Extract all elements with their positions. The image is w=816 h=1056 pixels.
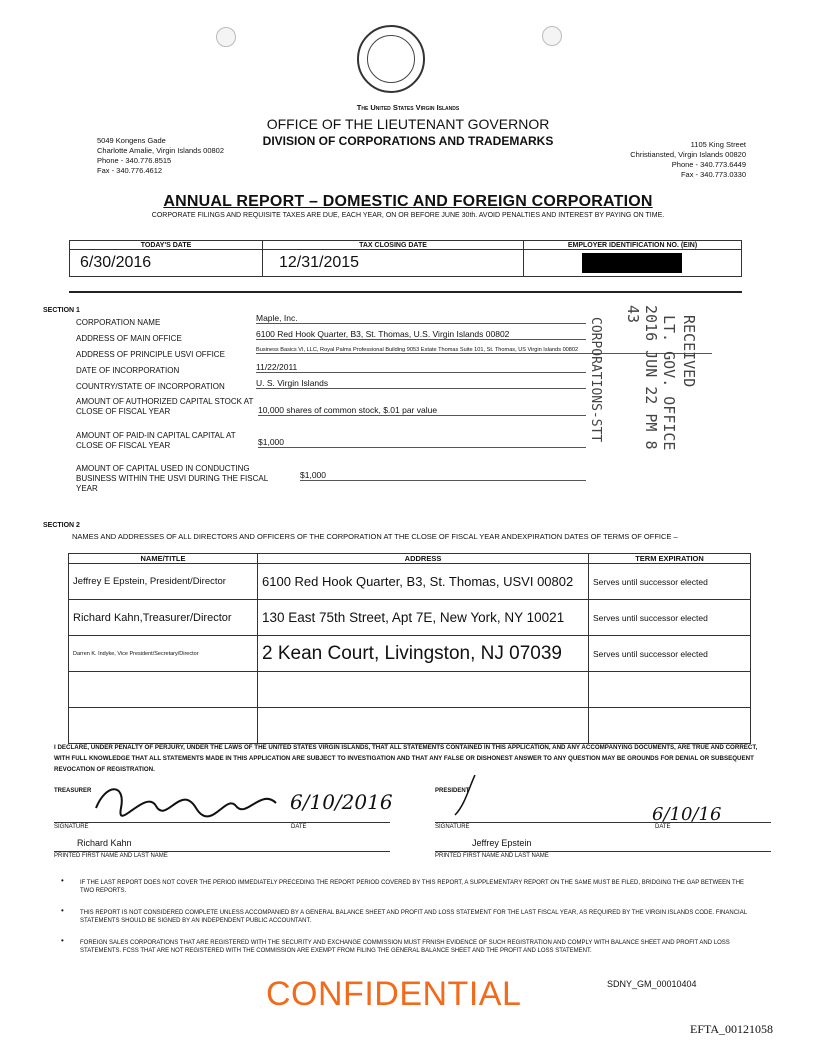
field-label-corp-name: CORPORATION NAME [76, 318, 161, 327]
tax-closing-header: TAX CLOSING DATE [263, 241, 524, 250]
ein-redaction [582, 253, 682, 273]
officer-term [589, 672, 751, 708]
right-address: 1105 King Street Christiansted, Virgin Islands 00820 Phone - 340.773.6449 Fax - 340.773.0330 [630, 140, 746, 179]
punch-hole-right [542, 26, 562, 46]
note-bullet: • [61, 906, 64, 915]
confidential-watermark: CONFIDENTIAL [266, 975, 522, 1013]
field-value-incorporation-date: 11/22/2011 [256, 362, 586, 373]
territory-seal-icon [357, 25, 425, 93]
treasurer-signature [86, 778, 286, 823]
officer-term [589, 708, 751, 744]
treasurer-signature-line [54, 822, 390, 823]
table-row [69, 708, 751, 744]
officers-table [68, 553, 751, 744]
table-row [69, 564, 751, 600]
president-signature-line [435, 822, 771, 823]
field-label-incorporation-date: DATE OF INCORPORATION [76, 366, 180, 375]
punch-hole-left [216, 27, 236, 47]
division-title: DIVISION OF CORPORATIONS AND TRADEMARKS [262, 134, 554, 148]
president-name-line [435, 851, 771, 852]
president-date: 6/10/16 [652, 804, 722, 825]
note-item: IF THE LAST REPORT DOES NOT COVER THE PERIOD IMMEDIATELY PRECEDING THE REPORT PERIOD COVERED BY THIS REPORT, A SUPPLEMENTARY REPORT ON THE SAME MUST BE FILED, BRIDGING THE GAP BETWEEN THE TWO REPORTS. [80, 880, 745, 894]
field-value-corp-name: Maple, Inc. [256, 313, 586, 324]
field-value-main-office: 6100 Red Hook Quarter, B3, St. Thomas, U.S. Virgin Islands 00802 [256, 329, 586, 340]
stamp-office: LT. GOV. OFFICE [660, 315, 678, 451]
officer-name [69, 708, 258, 744]
section-divider [69, 291, 742, 293]
officer-address: 2 Kean Court, Livingston, NJ 07039 [258, 636, 589, 672]
received-stamp [588, 305, 708, 475]
note-bullet: • [61, 876, 64, 885]
ein-value [524, 250, 742, 277]
table-row [69, 672, 751, 708]
bates-number: SDNY_GM_00010404 [607, 979, 697, 989]
note-item: THIS REPORT IS NOT CONSIDERED COMPLETE UNLESS ACCOMPANIED BY A GENERAL BALANCE SHEET AND PROFIT AND LOSS STATEMENT FOR THE LAST FISCAL YEAR, AS REQUIRED BY THE VIRGIN ISLANDS CODE. FINANCIAL STATEMENTS SHOULD BE SIGNED BY AN INDEPENDENT PUBLIC ACCOUNTANT. [80, 910, 747, 924]
officers-address-header: ADDRESS [258, 554, 589, 564]
efta-number: EFTA_00121058 [690, 1022, 774, 1036]
president-date-label: DATE [655, 824, 671, 830]
report-info-table [69, 240, 742, 277]
field-value-authorized-stock: 10,000 shares of common stock, $.01 par value [258, 405, 586, 416]
left-address: 5049 Kongens Gade Charlotte Amalie, Virgin Islands 00802 Phone - 340.776.8515 Fax - 340.776.4612 [97, 136, 225, 175]
form-title: ANNUAL REPORT – DOMESTIC AND FOREIGN CORPORATION [163, 193, 653, 210]
officer-name: Richard Kahn,Treasurer/Director [69, 600, 258, 636]
president-signature [440, 775, 550, 820]
form-subtitle: CORPORATE FILINGS AND REQUISITE TAXES ARE DUE, EACH YEAR, ON OR BEFORE JUNE 30th. AVOID PENALTIES AND INTEREST BY PAYING ON TIME. [151, 212, 665, 219]
officer-name: Darren K. Indyke, Vice President/Secretary/Director [69, 636, 258, 672]
treasurer-date: 6/10/2016 [290, 790, 393, 814]
officers-name-header: NAME/TITLE [69, 554, 258, 564]
note-bullet: • [61, 936, 64, 945]
territory-name: The United States Virgin Islands [356, 103, 460, 112]
officer-address [258, 708, 589, 744]
treasurer-signature-label: SIGNATURE [54, 824, 89, 830]
field-value-capital-used: $1,000 [300, 470, 586, 481]
officer-term: Serves until successor elected [589, 564, 751, 600]
officer-address [258, 672, 589, 708]
section2-label: SECTION 2 [43, 522, 80, 529]
president-printed-label: PRINTED FIRST NAME AND LAST NAME [435, 853, 549, 859]
section1-label: SECTION 1 [43, 307, 80, 314]
treasurer-printed-name: Richard Kahn [77, 838, 132, 848]
field-label-main-office: ADDRESS OF MAIN OFFICE [76, 334, 182, 343]
stamp-corporations: CORPORATIONS-STT [588, 317, 603, 443]
field-value-paid-in-capital: $1,000 [258, 437, 586, 448]
field-label-country: COUNTRY/STATE OF INCORPORATION [76, 382, 225, 391]
officer-address: 130 East 75th Street, Apt 7E, New York, NY 10021 [258, 600, 589, 636]
president-signature-label: SIGNATURE [435, 824, 470, 830]
treasurer-name-line [54, 851, 390, 852]
treasurer-printed-label: PRINTED FIRST NAME AND LAST NAME [54, 853, 168, 859]
table-row [69, 636, 751, 672]
tax-closing-value: 12/31/2015 [263, 250, 524, 277]
officer-term: Serves until successor elected [589, 636, 751, 672]
office-title: OFFICE OF THE LIEUTENANT GOVERNOR [266, 116, 550, 132]
field-label-paid-in-capital: AMOUNT OF PAID-IN CAPITAL CAPITAL AT CLOSE OF FISCAL YEAR [76, 431, 236, 450]
officer-address: 6100 Red Hook Quarter, B3, St. Thomas, USVI 00802 [258, 564, 589, 600]
treasurer-date-label: DATE [291, 824, 307, 830]
table-row [69, 600, 751, 636]
ein-header: EMPLOYER IDENTIFICATION NO. (EIN) [524, 241, 742, 250]
field-label-capital-used: AMOUNT OF CAPITAL USED IN CONDUCTING BUSINESS WITHIN THE USVI DURING THE FISCAL YEAR [76, 464, 268, 493]
declaration-text: I DECLARE, UNDER PENALTY OF PERJURY, UNDER THE LAWS OF THE UNITED STATES VIRGIN ISLANDS, THAT ALL STATEMENTS CONTAINED IN THIS APPLICATION, AND ANY ACCOMPANYING DOCUMENTS, ARE TRUE AND CORRECT, WITH FULL KNOWLEDGE THAT ALL STATEMENTS MADE IN THIS APPLICATION ARE SUBJECT TO INVESTIGATION AND THAT ANY FALSE OR DISHONEST ANSWER TO ANY QUESTION MAY BE GROUNDS FOR DENIAL OR SUBSEQUENT REVOCATION OF REGISTRATION. [54, 744, 758, 773]
officers-term-header: TERM EXPIRATION [589, 554, 751, 564]
officer-name [69, 672, 258, 708]
note-item: FOREIGN SALES CORPORATIONS THAT ARE REGISTERED WITH THE SECURITY AND EXCHANGE COMMISSION MUST FRNISH EVIDENCE OF SUCH REGISTRATION AND COMPLY WITH BALANCE SHEET AND PROFIT AND LOSS STATEMENTS. FCSS THAT ARE NOT REGISTERED WITH THE COMMISSION ARE EXEMPT FROM FILING THE GENERAL BALANCE SHEET AND THE PROFIT AND LOSS STATEMENT. [80, 940, 730, 954]
president-printed-name: Jeffrey Epstein [472, 838, 532, 848]
stamp-received: RECEIVED [680, 315, 698, 388]
section2-description: NAMES AND ADDRESSES OF ALL DIRECTORS AND OFFICERS OF THE CORPORATION AT THE CLOSE OF FISCAL YEAR ANDEXPIRATION DATES OF TERMS OF OFFICE – [72, 532, 678, 541]
president-label: PRESIDENT [435, 788, 470, 794]
officer-term: Serves until successor elected [589, 600, 751, 636]
officer-name: Jeffrey E Epstein, President/Director [69, 564, 258, 600]
todays-date-value: 6/30/2016 [70, 250, 263, 277]
treasurer-label: TREASURER [54, 788, 92, 794]
field-label-usvi-office: ADDRESS OF PRINCIPLE USVI OFFICE [76, 350, 225, 359]
field-value-usvi-office: Business Basics VI, LLC, Royal Palms Professional Building 9053 Estate Thomas Suite 101, St. Thomas, US Virgin Islands 00802 [256, 347, 712, 354]
field-label-authorized-stock: AMOUNT OF AUTHORIZED CAPITAL STOCK AT CLOSE OF FISCAL YEAR [76, 397, 254, 416]
stamp-datetime: 2016 JUN 22 PM 8 43 [624, 305, 660, 450]
todays-date-header: TODAY'S DATE [70, 241, 263, 250]
field-value-country: U. S. Virgin Islands [256, 378, 586, 389]
